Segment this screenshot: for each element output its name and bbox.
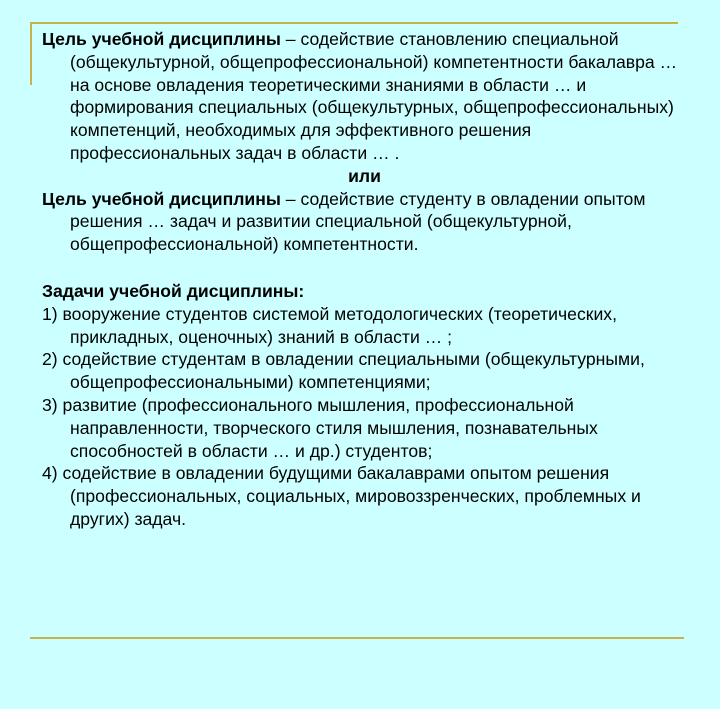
goal-label-1: Цель учебной дисциплины (42, 29, 281, 49)
goal-paragraph-1 (42, 28, 687, 165)
left-rule (30, 22, 32, 85)
or-separator: или (348, 165, 381, 186)
goal-paragraph-2 (42, 188, 687, 256)
task-item-4: 4) содействие в овладении будущими бакалаврами опытом решения (профессиональных, социальных, мировоззренческих, проблемных и других) задач. (42, 463, 641, 529)
slide-content (42, 28, 687, 531)
bottom-rule (30, 637, 684, 639)
task-item-2: 2) содействие студентам в овладении специальными (общекультурными, общепрофессиональными) компетенциями; (42, 349, 645, 393)
top-rule (30, 22, 678, 24)
task-item-1: 1) вооружение студентов системой методологических (теоретических, прикладных, оценочных) знаний в области … ; (42, 303, 617, 347)
tasks-heading: Задачи учебной дисциплины: (42, 280, 305, 301)
goal-label-2: Цель учебной дисциплины (42, 188, 281, 209)
task-item-3: 3) развитие (профессионального мышления, профессиональной направленности, творческого стиля мышления, познавательных способностей в области … и др.) студентов; (42, 394, 598, 461)
goal-text-1: – содействие становлению специальной (общекультурной, общепрофессиональной) компетентности бакалавра … на основе овладения теоретическими знаниями в области … и формирования специальных (общекультурных, общепрофессиональных) компетенций, необходимых для эффективного решения профессиональных задач в области … . (70, 29, 678, 163)
spacer (42, 256, 687, 280)
goal-text-2: – содействие студенту в овладении опытом решения … задач и развитии специальной (общекультурной, общепрофессиональной) компетентности. (70, 188, 646, 255)
